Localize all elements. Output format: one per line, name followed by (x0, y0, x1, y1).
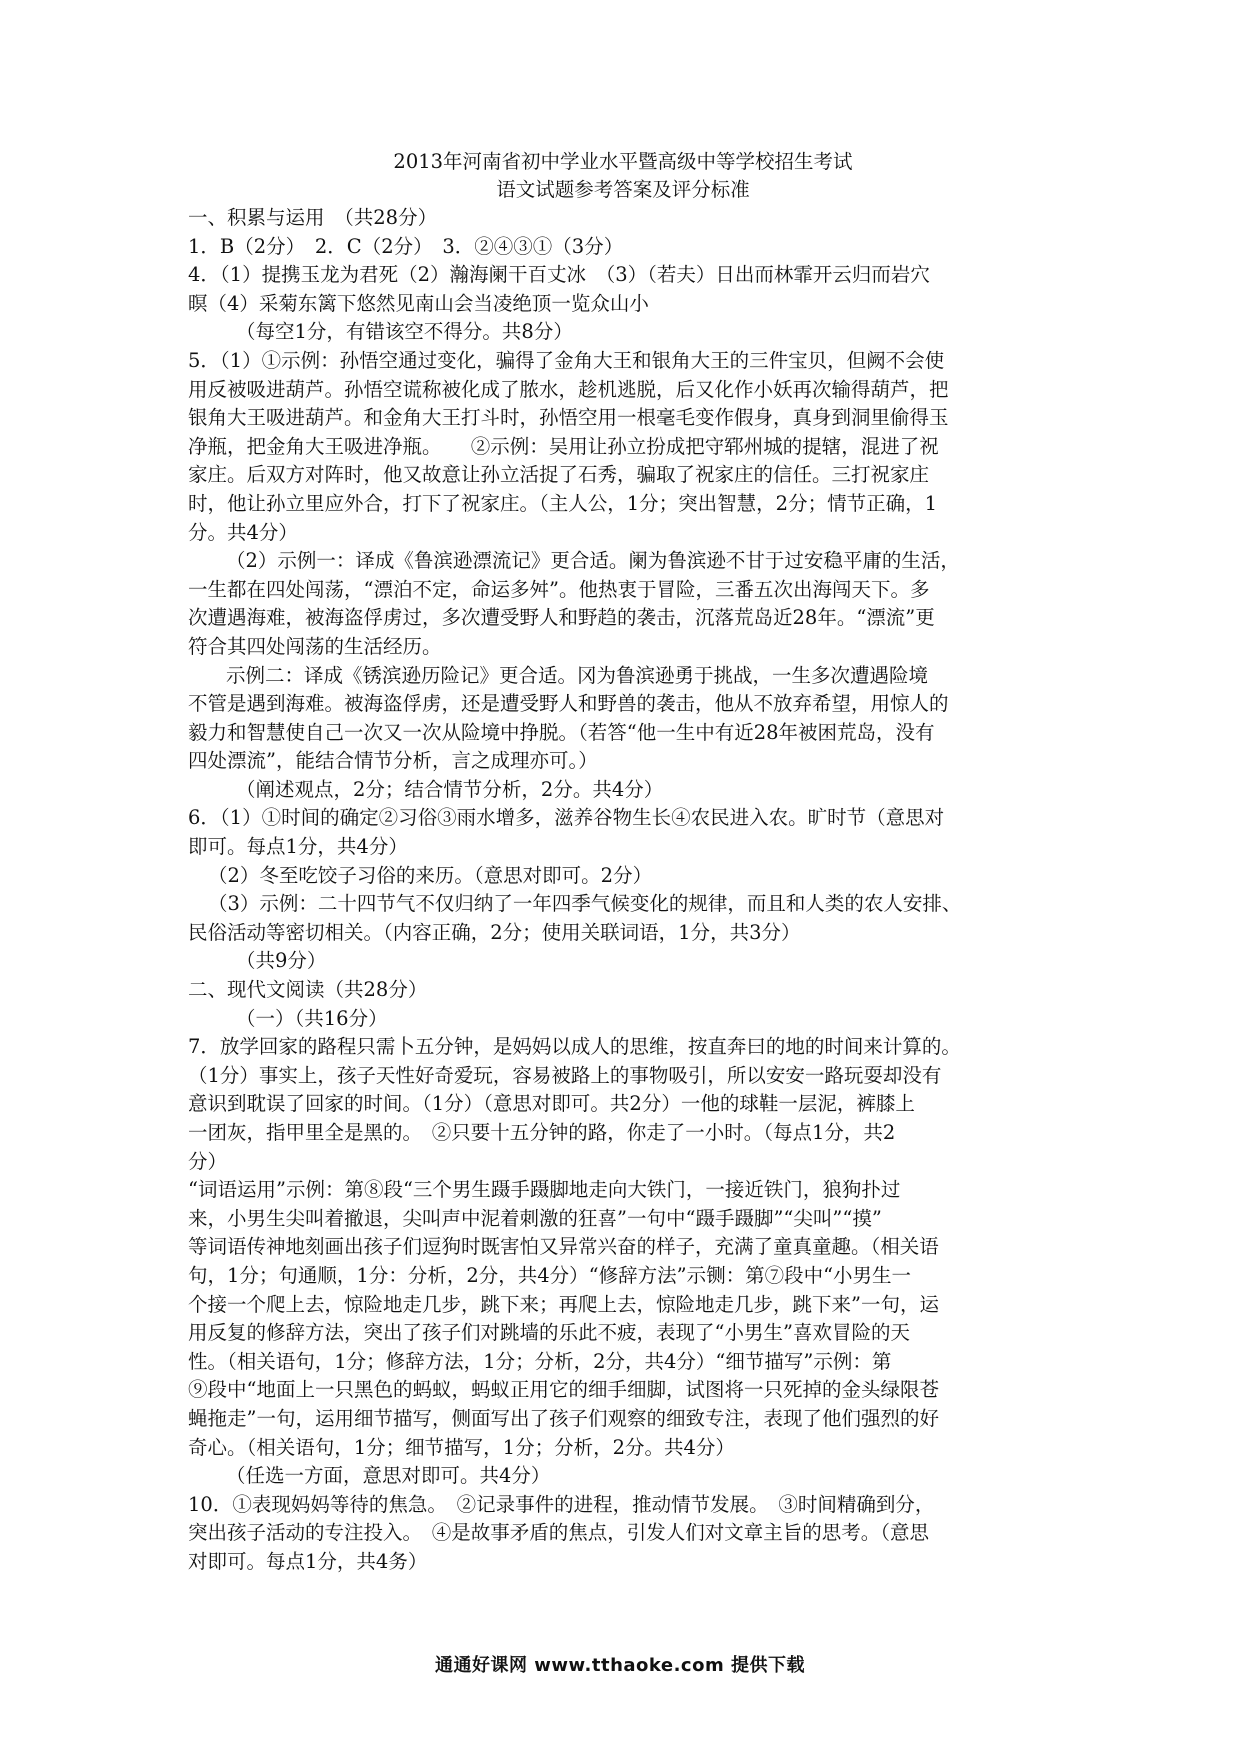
document-title: 2013年河南省初中学业水平暨高级中等学校招生考试 (393, 150, 853, 173)
text-line: （阐述观点，2分；结合情节分析，2分。共4分） (236, 777, 664, 801)
text-line: （3）示例：二十四节气不仅归纳了一年四季气候变化的规律，而且和人类的农人安排、 (208, 892, 962, 916)
answer-body (188, 204, 1058, 1577)
text-line: 对即可。每点1分，共4务） (188, 1549, 428, 1573)
text-line: 次遭遇海难，被海盗俘虏过，多次遭受野人和野趋的袭击，沉落荒岛近28年。“漂流”更 (188, 606, 935, 630)
text-line: 4．（1）提携玉龙为君死（2）瀚海阑干百丈冰 （3）（若夫）日出而林霏开云归而岩穴 (188, 263, 930, 287)
text-line: （1分）事实上，孩子天性好奇爱玩，容易被路上的事物吸引，所以安安一路玩耍却没有 (188, 1063, 942, 1087)
text-line: （2）示例一：译成《鲁滨逊漂流记》更合适。阑为鲁滨逊不甘于过安稳平庸的生活， (226, 549, 960, 573)
text-line: （任选一方面，意思对即可。共4分） (226, 1464, 551, 1488)
text-line: 毅力和智慧使自己一次又一次从险境中挣脱。（若答“他一生中有近28年被困荒岛，没有 (188, 720, 935, 744)
text-line: 蝇拖走”一句，运用细节描写，侧面写出了孩子们观察的细致专注，表现了他们强烈的好 (188, 1406, 939, 1430)
text-line: 即可。每点1分，共4分） (188, 835, 408, 859)
text-line: 一、积累与运用 （共28分） (188, 206, 438, 229)
text-line: 句，1分；句通顺，1分：分析，2分，共4分）“修辞方法”示铡：第⑦段中“小男生一 (188, 1263, 912, 1287)
text-line: 一生都在四处闯荡，“漂泊不定，命运多舛”。他热衷于冒险，三番五次出海闯天下。多 (188, 577, 930, 601)
text-line: 净瓶，把金角大王吸进净瓶。 ②示例：吴用让孙立扮成把守郓州城的提辖，混进了祝 (188, 434, 939, 458)
text-line: 个接一个爬上去，惊险地走几步，跳下来；再爬上去，惊险地走几步，跳下来”一句，运 (188, 1292, 939, 1316)
text-line: 用反被吸进葫芦。孙悟空谎称被化成了脓水，趁机逃脱，后又化作小妖再次输得葫芦，把 (188, 377, 949, 401)
text-line: 二、现代文阅读（共28分） (188, 978, 428, 1002)
text-line: 分） (188, 1149, 228, 1173)
text-line: 一团灰，指甲里全是黑的。 ②只要十五分钟的路，你走了一小时。（每点1分，共2 (188, 1121, 896, 1144)
text-line: ⑨段中“地面上一只黑色的蚂蚁，蚂蚁正用它的细手细脚，试图将一只死掉的金头绿限苍 (188, 1378, 939, 1402)
text-line: 不管是遇到海难。被海盗俘虏，还是遭受野人和野兽的袭击，他从不放弃希望，用惊人的 (188, 692, 949, 716)
text-line: （每空1分，有错该空不得分。共8分） (236, 320, 573, 344)
text-line: 1．B（2分） 2．C（2分） 3．②④③①（3分） (188, 234, 624, 258)
download-footer: 通通好课网 www.tthaoke.com 提供下载 (435, 1655, 805, 1676)
text-line: （2）冬至吃饺子习俗的来历。（意思对即可。2分） (208, 863, 653, 887)
text-line: 等词语传神地刻画出孩子们逗狗时既害怕又异常兴奋的样子，充满了童真童趣。（相关语 (188, 1235, 939, 1259)
text-line: 来，小男生尖叫着撤退，尖叫声中泥着刺激的狂喜”一句中“蹑手蹑脚”“尖叫”“摸” (188, 1206, 882, 1230)
text-line: 暝（4）采菊东篱下悠然见南山会当凌绝顶一览众山小 (188, 291, 649, 315)
text-line: 5．（1）①示例：孙悟空通过变化，骗得了金角大王和银角大王的三件宝贝，但阙不会使 (188, 348, 945, 372)
text-line: 意识到耽误了回家的时间。（1分）（意思对即可。共2分）一他的球鞋一层泥，裤膝上 (188, 1092, 915, 1116)
text-line: 示例二：译成《锈滨逊历险记》更合适。冈为鲁滨逊勇于挑战，一生多次遭遇险境 (226, 663, 929, 687)
text-line: 分。共4分） (188, 520, 298, 544)
text-line: （共9分） (236, 949, 327, 973)
text-line: “词语运用”示例：第⑧段“三个男生蹑手蹑脚地走向大铁门，一接近铁门，狼狗扑过 (188, 1178, 901, 1202)
text-line: 民俗活动等密切相关。（内容正确，2分；使用关联词语，1分，共3分） (188, 920, 801, 944)
text-line: 符合其四处闯荡的生活经历。 (188, 634, 442, 658)
document-subtitle: 语文试题参考答案及评分标准 (496, 178, 750, 201)
text-line: 10．①表现妈妈等待的焦急。 ②记录事件的进程，推动情节发展。 ③时间精确到分， (188, 1492, 935, 1516)
text-line: 6．（1）①时间的确定②习俗③雨水增多，滋养谷物生长④农民进入农。旷时节（意思对 (188, 806, 945, 830)
text-line: 奇心。（相关语句，1分；细节描写，1分；分析，2分。共4分） (188, 1435, 735, 1459)
text-line: 7．放学回家的路程只需卜五分钟，是妈妈以成人的思维，按直奔曰的地的时间来计算的。 (188, 1035, 961, 1059)
text-line: 家庄。后双方对阵时，他又故意让孙立活捉了石秀，骗取了祝家庄的信任。三打祝家庄 (188, 463, 930, 487)
answer-document (188, 148, 1058, 1577)
text-line: （一）（共16分） (236, 1006, 388, 1030)
text-line: 银角大王吸进葫芦。和金角大王打斗时，孙悟空用一根毫毛变作假身，真身到洞里偷得玉 (188, 406, 949, 430)
text-line: 时，他让孙立里应外合，打下了祝家庄。（主人公，1分；突出智慧，2分；情节正确，1 (188, 491, 937, 515)
text-line: 用反复的修辞方法，突出了孩子们对跳墙的乐此不疲，表现了“小男生”喜欢冒险的天 (188, 1321, 910, 1345)
text-line: 四处漂流”，能结合情节分析，言之成理亦可。） (188, 749, 598, 773)
text-line: 性。（相关语句，1分；修辞方法，1分；分析，2分，共4分）“细节描写”示例：第 (188, 1349, 892, 1373)
text-line: 突出孩子活动的专注投入。 ④是故事矛盾的焦点，引发人们对文章主旨的思考。（意思 (188, 1521, 930, 1545)
